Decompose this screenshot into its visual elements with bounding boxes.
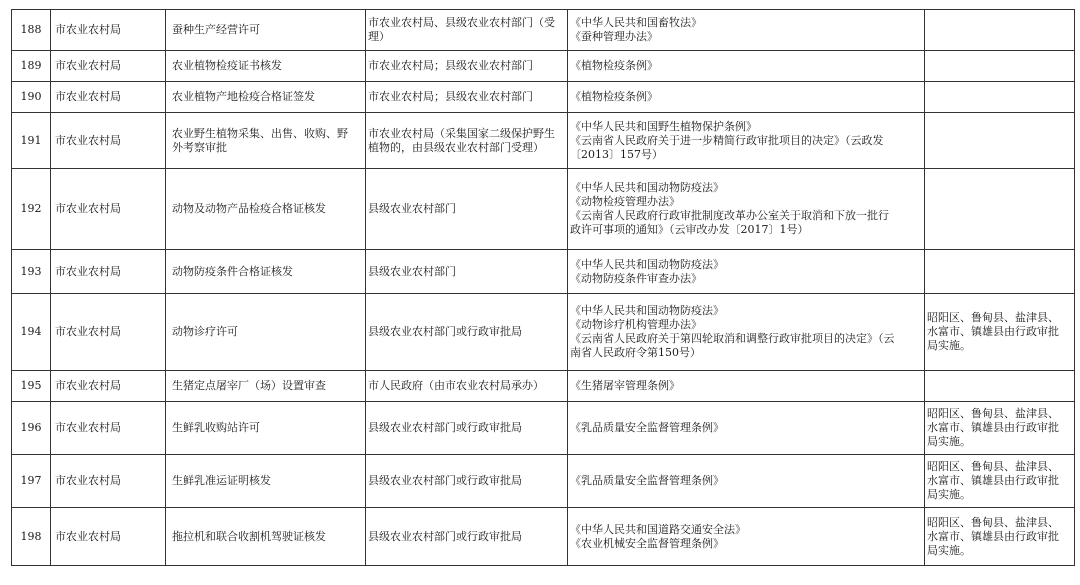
remarks-cell: [925, 169, 1075, 250]
implementing-body-cell-line: 县级农业农村部门或行政审批局: [368, 474, 522, 487]
legal-basis-cell: [568, 294, 925, 371]
remarks-cell: [925, 10, 1075, 51]
department-cell: 市农业农村局: [51, 294, 166, 371]
item-name-cell: [166, 82, 366, 113]
item-name-cell: [166, 10, 366, 51]
legal-basis-cell: [568, 82, 925, 113]
implementing-body-cell-line: 县级农业农村部门或行政审批局: [368, 325, 522, 338]
legal-basis-cell-line: 政许可事项的通知》（云审改办发〔2017〕1号）: [570, 223, 809, 236]
legal-basis-cell-line: 《云南省人民政府关于进一步精简行政审批项目的决定》（云政发: [570, 133, 884, 147]
implementing-body-cell-line: 市人民政府（由市农业农村局承办）: [368, 379, 544, 392]
remarks-cell: [925, 250, 1075, 294]
permit-table: [11, 9, 1075, 566]
implementing-body-cell-line: 县级农业农村部门: [368, 264, 456, 278]
department-cell: 市农业农村局: [51, 82, 166, 113]
remarks-cell-line: 局实施。: [927, 488, 971, 501]
item-name-cell-line: 拖拉机和联合收割机驾驶证核发: [172, 529, 326, 543]
implementing-body-cell: [366, 250, 568, 294]
remarks-cell-line: 局实施。: [927, 339, 971, 352]
legal-basis-cell: [568, 169, 925, 250]
implementing-body-cell-line: 植物的，由县级农业农村部门受理）: [368, 140, 544, 154]
remarks-cell: [925, 113, 1075, 169]
item-name-cell-line: 农业植物产地检疫合格证签发: [172, 90, 315, 103]
legal-basis-cell-line: 《动物防疫条件审查办法》: [570, 271, 702, 285]
implementing-body-cell-line: 市农业农村局；县级农业农村部门: [368, 59, 533, 72]
table-row: [12, 113, 1075, 169]
item-name-cell: [166, 508, 366, 566]
row-number: 192: [12, 169, 51, 250]
remarks-cell: [925, 294, 1075, 371]
remarks-cell-line: 昭阳区、鲁甸县、盐津县、: [927, 460, 1059, 473]
implementing-body-cell: [366, 10, 568, 51]
table-row: [12, 10, 1075, 51]
item-name-cell-line: 生鲜乳准运证明核发: [172, 474, 271, 487]
legal-basis-cell-line: 《中华人民共和国动物防疫法》: [570, 304, 724, 317]
row-number: 198: [12, 508, 51, 566]
remarks-cell-line: 水富市、镇雄县由行政审批: [927, 529, 1059, 543]
legal-basis-cell: [568, 10, 925, 51]
implementing-body-cell: [366, 402, 568, 455]
department-cell: 市农业农村局: [51, 371, 166, 402]
legal-basis-cell-line: 《乳品质量安全监督管理条例》: [570, 474, 724, 487]
row-number: 196: [12, 402, 51, 455]
implementing-body-cell: [366, 113, 568, 169]
implementing-body-cell-line: 市农业农村局、县级农业农村部门（受: [368, 16, 555, 29]
table-row: [12, 82, 1075, 113]
legal-basis-cell: [568, 402, 925, 455]
legal-basis-cell: [568, 51, 925, 82]
implementing-body-cell-line: 市农业农村局（采集国家二级保护野生: [368, 126, 555, 140]
item-name-cell: [166, 371, 366, 402]
remarks-cell-line: 局实施。: [927, 543, 971, 557]
item-name-cell-line: 外考察审批: [172, 140, 227, 154]
item-name-cell-line: 农业植物检疫证书核发: [172, 59, 282, 72]
legal-basis-cell: [568, 371, 925, 402]
table-row: [12, 508, 1075, 566]
row-number: 190: [12, 82, 51, 113]
row-number: 193: [12, 250, 51, 294]
row-number: 189: [12, 51, 51, 82]
item-name-cell-line: 蚕种生产经营许可: [172, 23, 260, 36]
remarks-cell-line: 昭阳区、鲁甸县、盐津县、: [927, 407, 1059, 420]
table-row: [12, 51, 1075, 82]
legal-basis-cell-line: 《农业机械安全监督管理条例》: [570, 536, 724, 550]
row-number: 197: [12, 455, 51, 508]
implementing-body-cell: [366, 294, 568, 371]
row-number: 191: [12, 113, 51, 169]
table-row: [12, 371, 1075, 402]
legal-basis-cell-line: 《植物检疫条例》: [570, 59, 658, 72]
item-name-cell: [166, 169, 366, 250]
legal-basis-cell-line: 〔2013〕157号）: [570, 147, 663, 161]
item-name-cell: [166, 113, 366, 169]
remarks-cell: [925, 508, 1075, 566]
remarks-cell: [925, 455, 1075, 508]
implementing-body-cell-line: 县级农业农村部门: [368, 202, 456, 215]
item-name-cell: [166, 402, 366, 455]
implementing-body-cell: [366, 455, 568, 508]
legal-basis-cell-line: 《动物诊疗机构管理办法》: [570, 318, 702, 331]
department-cell: 市农业农村局: [51, 455, 166, 508]
remarks-cell-line: 水富市、镇雄县由行政审批: [927, 421, 1059, 434]
legal-basis-cell: [568, 508, 925, 566]
remarks-cell: [925, 371, 1075, 402]
remarks-cell-line: 水富市、镇雄县由行政审批: [927, 325, 1059, 338]
item-name-cell: [166, 455, 366, 508]
legal-basis-cell-line: 《动物检疫管理办法》: [570, 195, 680, 208]
remarks-cell: [925, 51, 1075, 82]
legal-basis-cell-line: 《中华人民共和国道路交通安全法》: [570, 522, 746, 536]
legal-basis-cell-line: 《中华人民共和国野生植物保护条例》: [570, 119, 757, 133]
item-name-cell: [166, 250, 366, 294]
item-name-cell: [166, 294, 366, 371]
legal-basis-cell-line: 《云南省人民政府关于第四轮取消和调整行政审批项目的决定》（云: [570, 332, 895, 345]
legal-basis-cell-line: 《中华人民共和国动物防疫法》: [570, 181, 724, 194]
remarks-cell: [925, 402, 1075, 455]
implementing-body-cell-line: 县级农业农村部门或行政审批局: [368, 529, 522, 543]
remarks-cell-line: 昭阳区、鲁甸县、盐津县、: [927, 311, 1059, 324]
department-cell: 市农业农村局: [51, 402, 166, 455]
legal-basis-cell-line: 南省人民政府令第150号）: [570, 346, 701, 359]
legal-basis-cell: [568, 250, 925, 294]
legal-basis-cell-line: 《乳品质量安全监督管理条例》: [570, 421, 724, 434]
implementing-body-cell: [366, 51, 568, 82]
row-number: 188: [12, 10, 51, 51]
item-name-cell-line: 生鲜乳收购站许可: [172, 421, 260, 434]
legal-basis-cell-line: 《植物检疫条例》: [570, 90, 658, 103]
item-name-cell-line: 动物防疫条件合格证核发: [172, 264, 293, 278]
table-row: [12, 455, 1075, 508]
table-row: [12, 250, 1075, 294]
legal-basis-cell-line: 《生猪屠宰管理条例》: [570, 379, 680, 392]
implementing-body-cell: [366, 508, 568, 566]
implementing-body-cell: [366, 82, 568, 113]
item-name-cell: [166, 51, 366, 82]
department-cell: 市农业农村局: [51, 508, 166, 566]
item-name-cell-line: 动物及动物产品检疫合格证核发: [172, 202, 326, 215]
item-name-cell-line: 动物诊疗许可: [172, 325, 238, 338]
legal-basis-cell-line: 《云南省人民政府行政审批制度改革办公室关于取消和下放一批行: [570, 209, 889, 222]
implementing-body-cell: [366, 169, 568, 250]
legal-basis-cell-line: 《中华人民共和国畜牧法》: [570, 16, 702, 29]
remarks-cell-line: 水富市、镇雄县由行政审批: [927, 474, 1059, 487]
implementing-body-cell-line: 理）: [368, 30, 390, 43]
remarks-cell-line: 昭阳区、鲁甸县、盐津县、: [927, 515, 1059, 529]
legal-basis-cell: [568, 113, 925, 169]
legal-basis-cell-line: 《中华人民共和国动物防疫法》: [570, 257, 724, 271]
implementing-body-cell-line: 县级农业农村部门或行政审批局: [368, 421, 522, 434]
row-number: 195: [12, 371, 51, 402]
item-name-cell-line: 生猪定点屠宰厂（场）设置审查: [172, 379, 326, 392]
row-number: 194: [12, 294, 51, 371]
item-name-cell-line: 农业野生植物采集、出售、收购、野: [172, 126, 348, 140]
legal-basis-cell-line: 《蚕种管理办法》: [570, 30, 658, 43]
department-cell: 市农业农村局: [51, 169, 166, 250]
legal-basis-cell: [568, 455, 925, 508]
table-row: [12, 169, 1075, 250]
remarks-cell-line: 局实施。: [927, 435, 971, 448]
department-cell: 市农业农村局: [51, 10, 166, 51]
implementing-body-cell-line: 市农业农村局；县级农业农村部门: [368, 90, 533, 103]
table-row: [12, 402, 1075, 455]
department-cell: 市农业农村局: [51, 250, 166, 294]
implementing-body-cell: [366, 371, 568, 402]
department-cell: 市农业农村局: [51, 113, 166, 169]
remarks-cell: [925, 82, 1075, 113]
department-cell: 市农业农村局: [51, 51, 166, 82]
table-row: [12, 294, 1075, 371]
